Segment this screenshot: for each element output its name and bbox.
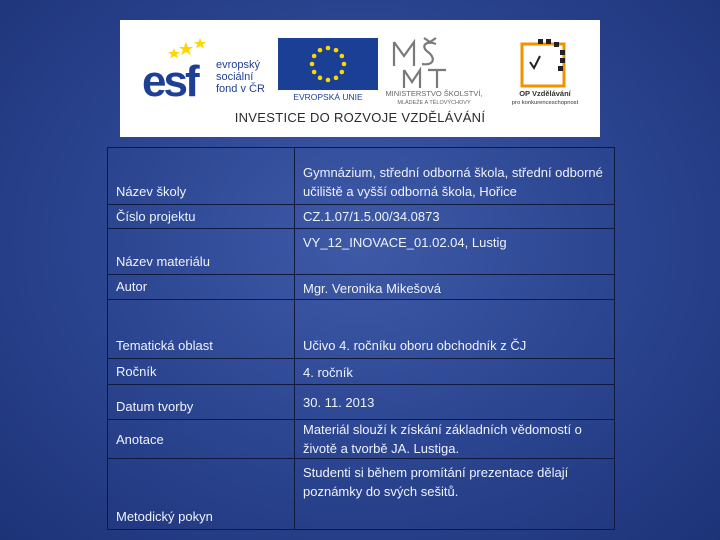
table-row xyxy=(108,229,615,275)
row-label-date: Datum tvorby xyxy=(108,385,295,420)
table-row xyxy=(108,205,615,229)
svg-text:esf: esf xyxy=(142,57,197,102)
row-value-grade: 4. ročník xyxy=(295,359,615,385)
row-value-annotation: Materiál slouží k získání základních vědomostí o životě a tvorbě JA. Lustiga. xyxy=(295,420,615,459)
table-row xyxy=(108,420,615,459)
row-label-grade: Ročník xyxy=(108,359,295,385)
table-row xyxy=(108,459,615,530)
row-label-author: Autor xyxy=(108,275,295,300)
msmt-logo xyxy=(384,36,484,106)
eu-star-icon xyxy=(342,62,347,67)
row-label-annotation: Anotace xyxy=(108,420,295,459)
table-row xyxy=(108,385,615,420)
logo-banner xyxy=(120,20,600,137)
eu-star-icon xyxy=(340,70,345,75)
table-row xyxy=(108,148,615,205)
eu-star-icon xyxy=(312,54,317,59)
row-value-author: Mgr. Veronika Mikešová xyxy=(295,275,615,300)
row-value-school: Gymnázium, střední odborná škola, střední odborné učiliště a vyšší odborná škola, Hořice xyxy=(295,148,615,205)
row-value-topic: Učivo 4. ročníku oboru obchodník z ČJ xyxy=(295,300,615,359)
row-label-school: Název školy xyxy=(108,148,295,205)
eu-star-icon xyxy=(326,46,331,51)
row-label-material: Název materiálu xyxy=(108,229,295,275)
op-vzdelavani-logo xyxy=(500,36,590,106)
row-label-topic: Tematická oblast xyxy=(108,300,295,359)
eu-star-icon xyxy=(326,78,331,83)
eu-label: EVROPSKÁ UNIE xyxy=(293,92,363,102)
esf-text-2: sociální xyxy=(216,71,254,83)
table-row xyxy=(108,300,615,359)
esf-text-3: fond v ČR xyxy=(216,83,265,95)
row-value-material: VY_12_INOVACE_01.02.04, Lustig xyxy=(295,229,615,275)
eu-star-icon xyxy=(318,76,323,81)
info-table xyxy=(107,147,615,530)
row-label-method: Metodický pokyn xyxy=(108,459,295,530)
op-text-1: OP Vzdělávání xyxy=(519,89,571,98)
eu-flag-logo xyxy=(276,38,381,102)
op-text-2: pro konkurenceschopnost xyxy=(511,100,579,106)
eu-star-icon xyxy=(340,54,345,59)
table-row xyxy=(108,359,615,385)
row-value-date: 30. 11. 2013 xyxy=(295,385,615,420)
msmt-text-1: MINISTERSTVO ŠKOLSTVÍ, xyxy=(385,89,483,98)
table-row xyxy=(108,275,615,300)
eu-star-icon xyxy=(312,70,317,75)
eu-star-icon xyxy=(334,48,339,53)
eu-star-icon xyxy=(310,62,315,67)
eu-star-icon xyxy=(318,48,323,53)
banner-caption: INVESTICE DO ROZVOJE VZDĚLÁVÁNÍ xyxy=(234,110,486,125)
eu-star-icon xyxy=(334,76,339,81)
row-value-project: CZ.1.07/1.5.00/34.0873 xyxy=(295,205,615,229)
row-value-method: Studenti si během promítání prezentace dělají poznámky do svých sešitů. xyxy=(295,459,615,530)
esf-text-1: evropský xyxy=(216,59,261,71)
msmt-text-2: MLÁDEŽE A TĚLOVÝCHOVY xyxy=(397,100,471,106)
esf-logo xyxy=(142,38,270,102)
row-label-project: Číslo projektu xyxy=(108,205,295,229)
